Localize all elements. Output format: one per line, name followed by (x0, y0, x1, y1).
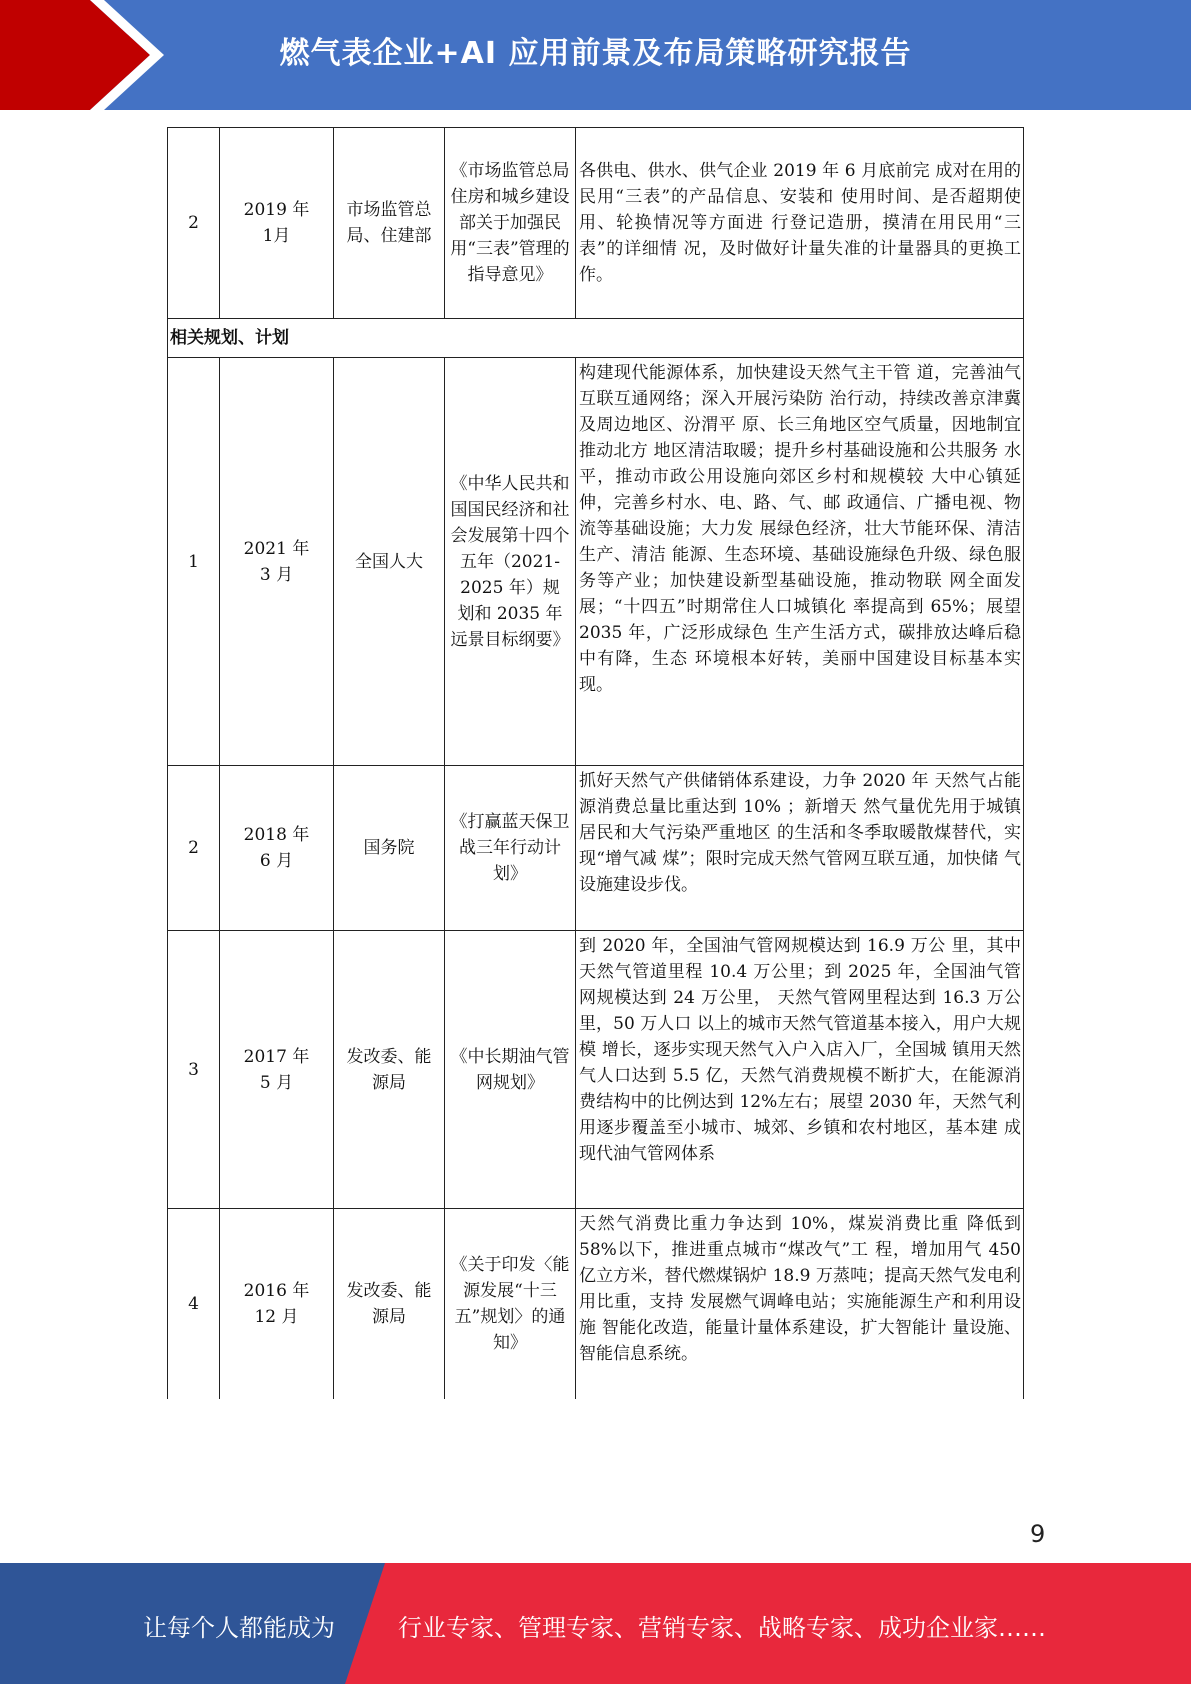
row-date (220, 128, 334, 319)
footer-slogan-right: 行业专家、管理专家、营销专家、战略专家、成功企业家…… (398, 1614, 1046, 1642)
page-header (0, 0, 1191, 110)
date-month: 6 月 (259, 851, 294, 871)
row-date (220, 1209, 334, 1399)
section-row (168, 319, 1024, 358)
table-row (168, 1209, 1024, 1399)
page-number: 9 (1030, 1520, 1046, 1548)
row-organization: 国务院 (334, 766, 445, 931)
row-number: 2 (168, 128, 220, 319)
table-row (168, 766, 1024, 931)
date-year: 2021 年 (243, 538, 310, 559)
row-number: 3 (168, 931, 220, 1209)
row-organization: 发改委、能源局 (334, 1209, 445, 1399)
date-month: 3 月 (259, 564, 294, 585)
date-year: 2017 年 (243, 1046, 310, 1067)
row-document: 《打赢蓝天保卫战三年行动计划》 (445, 766, 576, 931)
row-date (220, 766, 334, 931)
section-title: 相关规划、计划 (168, 319, 1024, 358)
row-date (220, 931, 334, 1209)
row-document: 《中长期油气管网规划》 (445, 931, 576, 1209)
row-organization: 市场监管总局、住建部 (334, 128, 445, 319)
row-content: 抓好天然气产供储销体系建设，力争 2020 年 天然气占能源消费总量比重达到 10% ；新增天 然气量优先用于城镇居民和大气污染严重地区 的生活和冬季取暖散煤替代，实现“增气减 煤”；限时完成天然气管网互联互通，加快储 气设施建设步伐。 (576, 766, 1024, 931)
row-document: 《市场监管总局住房和城乡建设部关于加强民用“三表”管理的指导意见》 (445, 128, 576, 319)
date-year: 2016 年 (243, 1280, 310, 1301)
row-document: 《中华人民共和国国民经济和社会发展第十四个五年（2021- 2025 年）规 划和 2035 年远景目标纲要》 (445, 358, 576, 766)
row-organization: 全国人大 (334, 358, 445, 766)
footer-slogan-left: 让每个人都能成为 (143, 1614, 335, 1642)
row-number: 2 (168, 766, 220, 931)
row-content: 构建现代能源体系，加快建设天然气主干管 道，完善油气互联互通网络；深入开展污染防 治行动，持续改善京津冀及周边地区、汾渭平 原、长三角地区空气质量，因地制宜推动北方 地区清洁取暖；提升乡村基础设施和公共服务 水平，推动市政公用设施向郊区乡村和规模较 大中心镇延伸，完善乡村水、电、路、气、邮 政通信、广播电视、物流等基础设施；大力发 展绿色经济，壮大节能环保、清洁生产、清洁 能源、生态环境、基础设施绿色升级、绿色服务等产业；加快建设新型基础设施，推动物联 网全面发展；“十四五”时期常住人口城镇化 率提高到 65%；展望 2035 年，广泛形成绿色 生产生活方式，碳排放达峰后稳中有降，生态 环境根本好转，美丽中国建设目标基本实现。 (576, 358, 1024, 766)
date-year: 2018 年 (243, 825, 310, 845)
report-title: 燃气表企业+AI 应用前景及布局策略研究报告 (279, 36, 912, 71)
table-row (168, 358, 1024, 766)
page-footer (0, 1563, 1191, 1684)
date-month: 1月 (262, 226, 291, 246)
table-row (168, 128, 1024, 319)
row-content: 到 2020 年，全国油气管网规模达到 16.9 万公 里，其中天然气管道里程 10.4 万公里；到 2025 年，全国油气管网规模达到 24 万公里， 天然气管网里程达到 16.3 万公里，50 万人口 以上的城市天然气管道基本接入，用户大规模 增长，逐步实现天然气入户入店入厂，全国城 镇用天然气人口达到 5.5 亿，天然气消费规模不断扩大，在能源消费结构中的比例达到 12%左右；展望 2030 年，天然气利用逐步覆盖至小城市、城郊、乡镇和农村地区，基本建 成现代油气管网体系 (576, 931, 1024, 1209)
row-content: 各供电、供水、供气企业 2019 年 6 月底前完 成对在用的民用“三表”的产品信息、安装和 使用时间、是否超期使用、轮换情况等方面进 行登记造册，摸清在用民用“三表”的详细情 况，及时做好计量失准的计量器具的更换工 作。 (576, 128, 1024, 319)
row-document: 《关于印发〈能源发展“十三五”规划〉的通知》 (445, 1209, 576, 1399)
date-month: 12 月 (254, 1306, 299, 1327)
row-number: 1 (168, 358, 220, 766)
table-row (168, 931, 1024, 1209)
row-number: 4 (168, 1209, 220, 1399)
row-organization: 发改委、能源局 (334, 931, 445, 1209)
policy-table (167, 127, 1024, 1399)
row-date (220, 358, 334, 766)
date-year: 2019 年 (243, 200, 310, 220)
date-month: 5 月 (259, 1072, 294, 1093)
row-content: 天然气消费比重力争达到 10%，煤炭消费比重 降低到 58%以下，推进重点城市“煤改气”工 程，增加用气 450 亿立方米，替代燃煤锅炉 18.9 万蒸吨；提高天然气发电利用比重，支持 发展燃气调峰电站；实施能源生产和利用设施 智能化改造，能量计量体系建设，扩大智能计 量设施、智能信息系统。 (576, 1209, 1024, 1399)
